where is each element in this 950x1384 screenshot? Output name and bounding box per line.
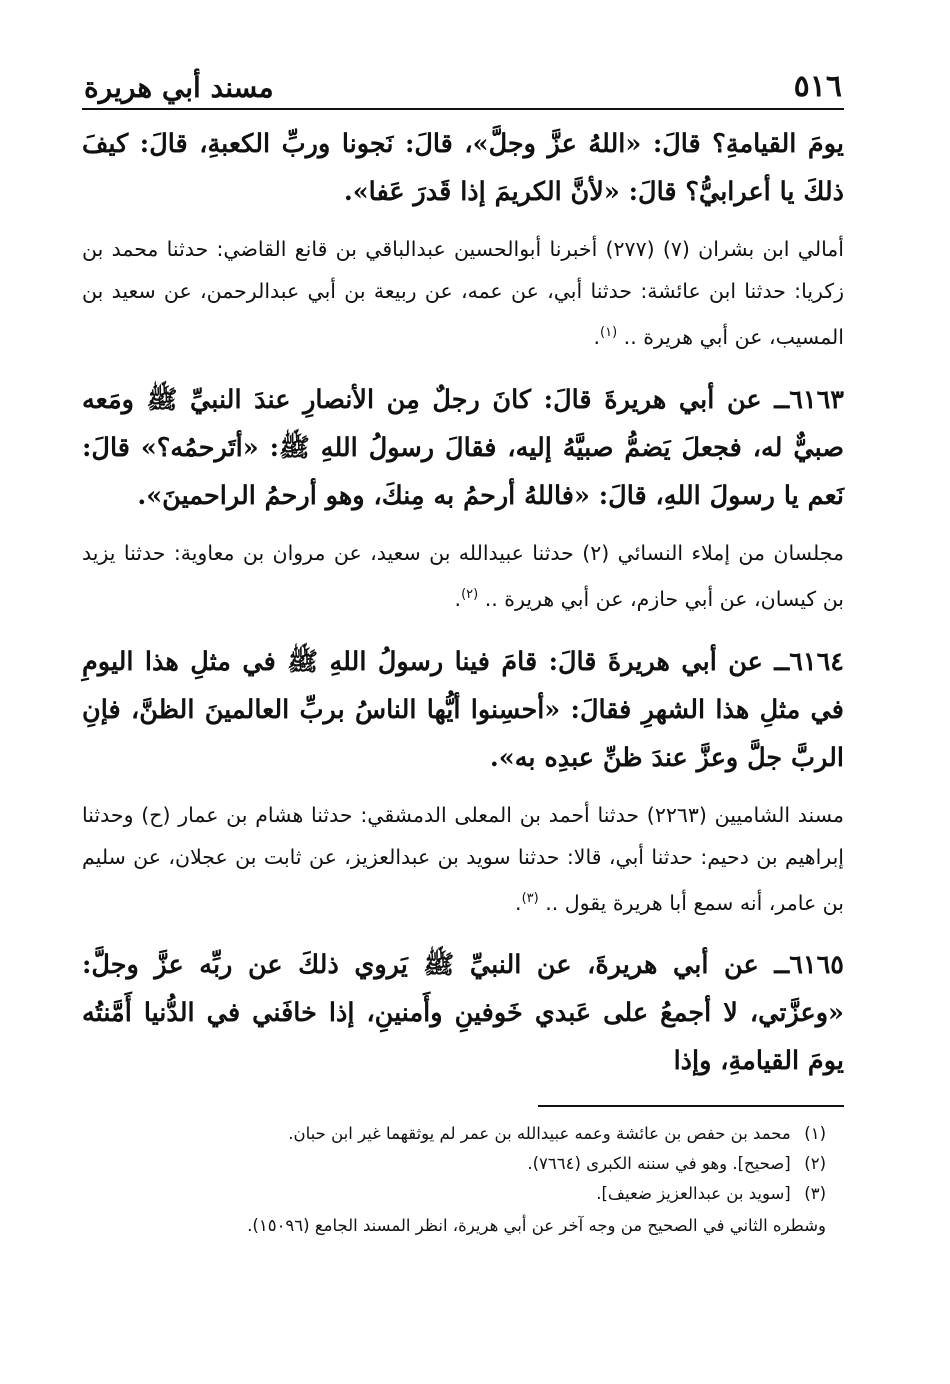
footnote-divider	[538, 1105, 844, 1107]
footnote-ref-2[interactable]: (٢)	[461, 586, 479, 602]
source-chain-3: مسند الشاميين (٢٢٦٣) حدثنا أحمد بن المعلى الدمشقي: حدثنا هشام بن عمار (ح) وحدثنا إبراهيم بن دحيم: حدثنا أبي، قالا: حدثنا سويد بن عبدالعزيز، عن ثابت بن عجلان، عن سليم بن عامر، أنه سمع أبا هريرة يقول .. $^{(٣)}$.	[82, 802, 844, 915]
source-chain-2: مجلسان من إملاء النسائي (٢) حدثنا عبيدالله بن سعيد، عن مروان بن معاوية: حدثنا يزيد بن كيسان، عن أبي حازم، عن أبي هريرة .. $^{(٢)}$.	[82, 540, 844, 611]
footnote-ref-3[interactable]: (٣)	[521, 890, 539, 906]
running-header	[82, 60, 844, 110]
footnote-number: (٢)	[804, 1154, 826, 1174]
hadith-6165: ٦١٦٥ــ عن أبي هريرةَ، عن النبيِّ ﷺ يَروي ذلكَ عن ربِّه عزَّ وجلَّ: «وعزَّتي، لا أجمعُ على عَبدي خَوفينِ وأَمنينِ، إذا خافَني في الدُّنيا أَمَّنتُه يومَ القيامةِ، وإذا	[82, 950, 844, 1077]
footnotes-list	[82, 1119, 844, 1209]
page-number: ٥١٦	[793, 69, 842, 104]
footnote-2	[82, 1149, 826, 1179]
hadith-6163: ٦١٦٣ــ عن أبي هريرةَ قالَ: كانَ رجلٌ مِن الأنصارِ عندَ النبيِّ ﷺ ومَعه صبيٌّ له، فجعلَ يَضمُّ صبيَّهُ إليه، فقالَ رسولُ اللهِ ﷺ: «أتَرحمُه؟» قالَ: نَعم يا رسولَ اللهِ، قالَ: «فاللهُ أرحمُ به مِنكَ، وهو أرحمُ الراحمينَ».	[82, 384, 844, 511]
book-title: مسند أبي هريرة	[84, 71, 274, 104]
footnote-1	[82, 1119, 826, 1149]
footnote-text: [صحيح]. وهو في سننه الكبرى (٧٦٦٤).	[527, 1154, 791, 1174]
source-chain-1: أمالي ابن بشران (٧) (٢٧٧) أخبرنا أبوالحسين عبدالباقي بن قانع القاضي: حدثنا محمد بن زكريا: حدثنا ابن عائشة: حدثنا أبي، عن عمه، عن ربيعة بن أبي عبدالرحمن، عن سعيد بن المسيب، عن أبي هريرة .. $^{(١)}$.	[82, 237, 844, 349]
page-body	[82, 120, 844, 1085]
footnote-number: (١)	[804, 1124, 826, 1144]
footnote-continuation: وشطره الثاني في الصحيح من وجه آخر عن أبي هريرة، انظر المسند الجامع (١٥٠٩٦).	[247, 1216, 826, 1236]
footnote-text: [سويد بن عبدالعزيز ضعيف].	[596, 1184, 791, 1204]
hadith-6164: ٦١٦٤ــ عن أبي هريرةَ قالَ: قامَ فينا رسولُ اللهِ ﷺ في مثلِ هذا اليومِ في مثلِ هذا الشهرِ فقالَ: «أحسِنوا أيُّها الناسُ بربِّ العالمينَ الظنَّ، فإنِ الربَّ جلَّ وعزَّ عندَ ظنِّ عبدِه به».	[82, 646, 844, 773]
footnote-3	[82, 1179, 826, 1209]
footnote-number: (٣)	[804, 1184, 826, 1204]
footnote-ref-1[interactable]: (١)	[600, 325, 618, 340]
book-page	[82, 60, 844, 1241]
hadith-text-continuation: يومَ القيامةِ؟ قالَ: «اللهُ عزَّ وجلَّ»، قالَ: نَجونا وربِّ الكعبةِ، قالَ: كيفَ ذلكَ يا أعرابيُّ؟ قالَ: «لأنَّ الكريمَ إذا قَدرَ عَفا».	[82, 129, 844, 207]
footnote-text: محمد بن حفص بن عائشة وعمه عبيدالله بن عمر لم يوثقهما غير ابن حبان.	[288, 1124, 791, 1144]
